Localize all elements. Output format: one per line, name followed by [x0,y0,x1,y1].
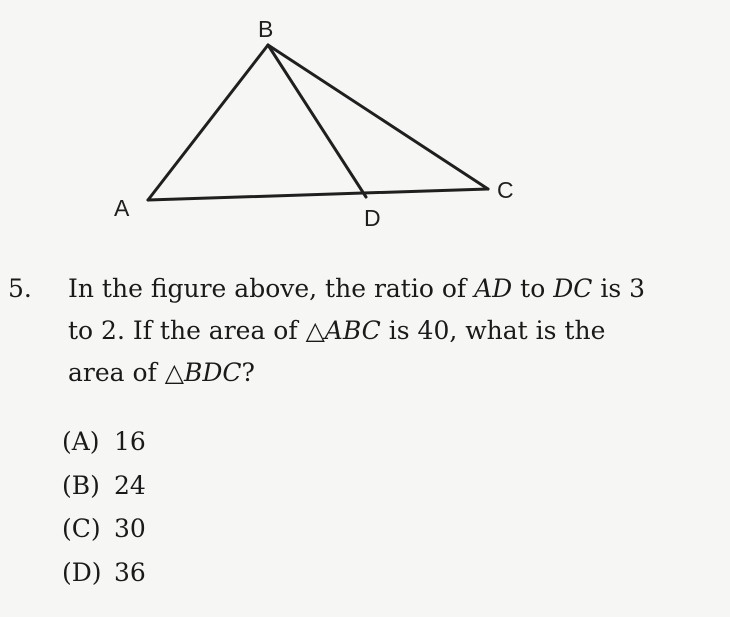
choice-c[interactable] [62,507,146,551]
segment-bc [268,45,488,189]
triangle-abc-text: ABC [324,316,381,345]
question-text: to 2. If the area of [68,316,306,345]
label-a: A [114,195,130,221]
segment-bd [268,45,366,197]
question-text: In the figure above, the ratio of [68,274,475,303]
choice-letter: (B) [62,470,100,500]
choice-value: 30 [114,514,146,543]
choice-letter: (D) [62,557,102,587]
question [8,268,708,394]
question-number: 5. [8,274,32,303]
answer-choices [62,420,146,594]
question-text: is 40, what is the [380,316,606,345]
segment-ab [148,45,268,200]
question-text: area of [68,358,165,387]
segment-ad-text: AD [474,274,513,303]
choice-d[interactable] [62,551,146,595]
question-text: ? [241,358,255,387]
segment-ad-dc [148,189,488,200]
choice-value: 36 [114,557,146,587]
question-line-1 [8,268,708,310]
choice-letter: (C) [62,514,101,543]
question-text: to [512,274,554,303]
choice-letter: (A) [62,427,100,456]
triangle-figure [0,0,730,260]
triangle-symbol: △ [164,358,184,387]
question-line-3 [8,352,708,394]
choice-value: 24 [114,470,146,500]
triangle-bdc-text: BDC [184,358,242,387]
question-text: is 3 [592,274,646,303]
label-d: D [364,205,381,231]
label-c: C [497,177,514,203]
segment-dc-text: DC [553,274,593,303]
choice-value: 16 [114,427,146,456]
choice-b[interactable] [62,464,146,508]
triangle-symbol: △ [305,316,325,345]
label-b: B [258,16,274,42]
question-line-2 [8,310,708,352]
choice-a[interactable] [62,420,146,464]
